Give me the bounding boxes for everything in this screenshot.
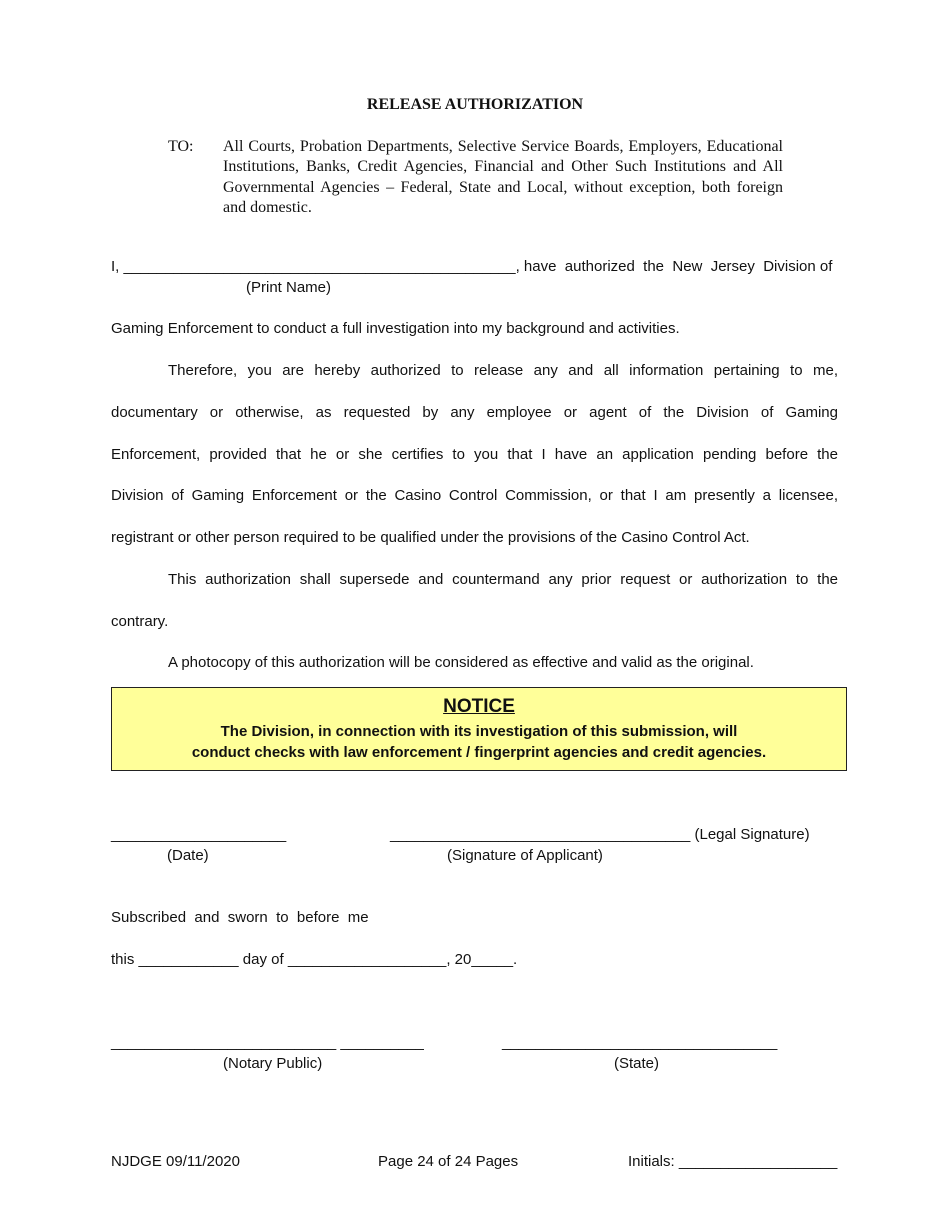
print-name-line[interactable]: I, _______________________________________________, have authorized the New Jersey Division of xyxy=(111,258,833,275)
supersede-paragraph-line: contrary. xyxy=(111,613,169,630)
to-label: TO: xyxy=(168,138,194,155)
photocopy-paragraph: A photocopy of this authorization will be considered as effective and valid as the original. xyxy=(168,654,754,671)
print-name-caption: (Print Name) xyxy=(246,279,332,296)
form-id: NJDGE 09/11/2020 xyxy=(111,1153,240,1170)
state-caption: (State) xyxy=(614,1055,660,1072)
sworn-date-line[interactable]: this ____________ day of ___________________, 20_____. xyxy=(111,951,518,968)
release-paragraph-line: Enforcement, provided that he or she certifies to you that I have an application pending before the xyxy=(111,446,838,463)
page-number: Page 24 of 24 Pages xyxy=(378,1153,519,1170)
release-paragraph-line: Division of Gaming Enforcement or the Casino Control Commission, or that I am presently a licensee, xyxy=(111,487,838,504)
release-paragraph-line: Therefore, you are hereby authorized to release any and all information pertaining to me, xyxy=(168,362,838,379)
notice-text-line: conduct checks with law enforcement / fingerprint agencies and credit agencies. xyxy=(191,744,767,761)
supersede-paragraph-line: This authorization shall supersede and countermand any prior request or authorization to the xyxy=(168,571,838,588)
release-paragraph-line: registrant or other person required to be qualified under the provisions of the Casino Control Act. xyxy=(111,529,750,546)
document-title: RELEASE AUTHORIZATION xyxy=(366,96,584,113)
notary-signature-line[interactable]: ___________________________ __________ xyxy=(111,1034,424,1051)
date-signature-line[interactable]: _____________________ xyxy=(111,826,287,843)
notary-caption: (Notary Public) xyxy=(223,1055,323,1072)
release-paragraph-line: documentary or otherwise, as requested by any employee or agent of the Division of Gaming xyxy=(111,404,838,421)
initials-line[interactable]: Initials: ___________________ xyxy=(628,1153,838,1170)
authorization-continuation: Gaming Enforcement to conduct a full investigation into my background and activities. xyxy=(111,320,680,337)
notice-text-line: The Division, in connection with its investigation of this submission, will xyxy=(220,723,738,740)
applicant-signature-caption: (Signature of Applicant) xyxy=(447,847,603,864)
applicant-signature-line[interactable]: ____________________________________ (Legal Signature) xyxy=(390,826,810,843)
to-recipients: All Courts, Probation Departments, Selective Service Boards, Employers, Educational Institutions, Banks, Credit Agencies, Financial and Other Such Institutions and All Governmental Agencies – Federal, State and Local, without exception, both foreign and domestic. xyxy=(223,138,783,216)
state-line[interactable]: _________________________________ xyxy=(502,1034,778,1051)
notice-box xyxy=(111,687,847,771)
notice-title: NOTICE xyxy=(443,696,515,717)
sworn-statement: Subscribed and sworn to before me xyxy=(111,909,369,926)
date-caption: (Date) xyxy=(167,847,209,864)
